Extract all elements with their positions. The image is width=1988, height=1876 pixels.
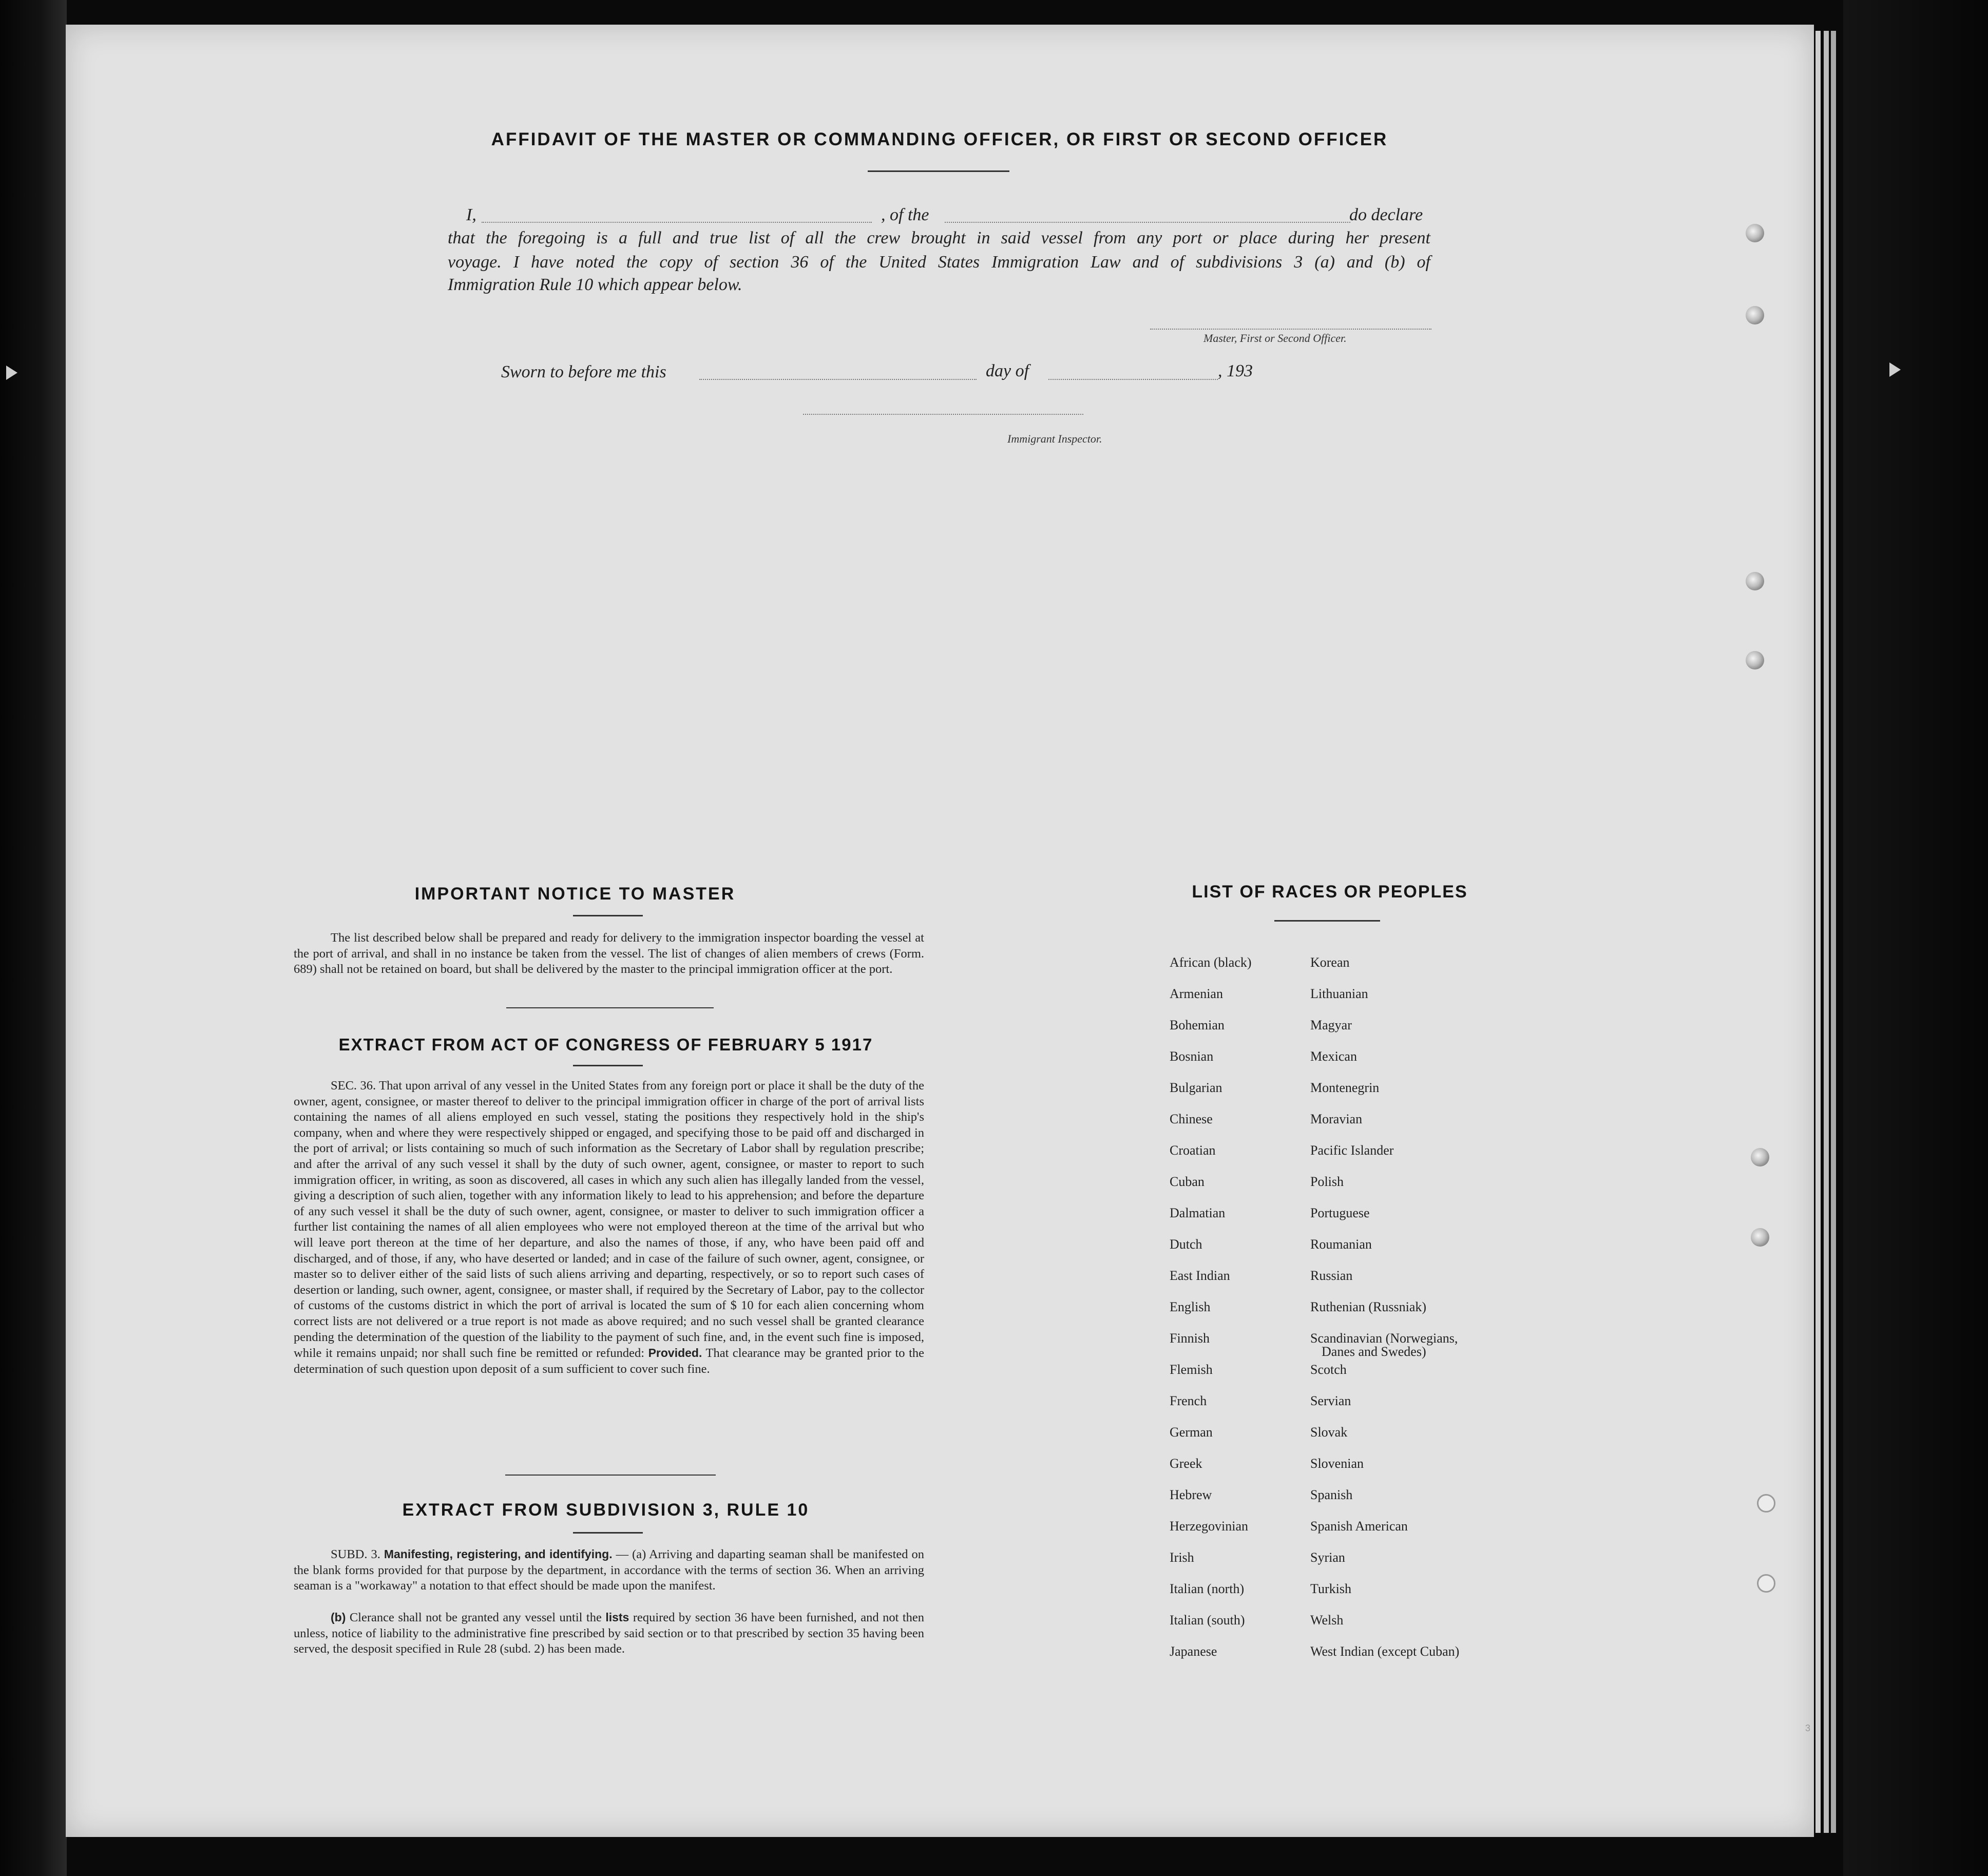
race-item-label: Syrian bbox=[1310, 1550, 1345, 1565]
right-dark-border bbox=[1843, 0, 1988, 1876]
race-item: French bbox=[1170, 1393, 1207, 1408]
race-item-label: West Indian (except Cuban) bbox=[1310, 1644, 1460, 1659]
rule-subd-b-body-1: Clerance shall not be granted any vessel until the bbox=[349, 1611, 602, 1624]
rule-subd-b-text bbox=[294, 1610, 924, 1657]
rule-subd-b-bold: lists bbox=[605, 1611, 629, 1624]
race-item: Hebrew bbox=[1170, 1487, 1212, 1502]
race-item-label: Pacific Islander bbox=[1310, 1143, 1394, 1158]
affidavit-heading-rule bbox=[868, 170, 1009, 172]
race-item-label: Welsh bbox=[1310, 1613, 1344, 1628]
page-edge bbox=[1824, 31, 1829, 1833]
binder-hole bbox=[1757, 1574, 1775, 1593]
rule-subd-a-body: Arriving and daparting seaman shall be manifested on the blank forms provided for that purpose by the department, in accordance with the terms of section 36. When an arriving seaman is a "workaway" a notation to that effect should be made upon the manifest. bbox=[294, 1547, 924, 1593]
race-item bbox=[1310, 1614, 1343, 1627]
rule-extract-heading-rule bbox=[573, 1532, 643, 1534]
inspector-caption: Immigrant Inspector. bbox=[1007, 432, 1102, 445]
race-item-label: Servian bbox=[1310, 1393, 1351, 1408]
race-item bbox=[1310, 1019, 1352, 1032]
race-item bbox=[1310, 1582, 1351, 1596]
binder-hole bbox=[1746, 651, 1764, 669]
left-dark-border bbox=[0, 0, 67, 1876]
race-item: German bbox=[1170, 1425, 1213, 1440]
race-item-continuation: Danes and Swedes) bbox=[1322, 1344, 1426, 1359]
race-item-label: Spanish bbox=[1310, 1487, 1353, 1502]
notice-text: The list described below shall be prepared and ready for delivery to the immigration inspector boarding the vessel at the port of arrival, and shall in no instance be taken from the vessel. The list of changes of alien members of crews (Form. 689) shall not be retained on board, but shall be delivered by the master to the principal immigration officer at the port. bbox=[294, 931, 924, 977]
rule-subd-label: SUBD. 3. bbox=[331, 1547, 380, 1561]
act-provided-label: Provided. bbox=[648, 1346, 702, 1360]
race-item bbox=[1310, 1645, 1459, 1658]
race-item bbox=[1310, 1269, 1352, 1282]
act-clearance-text: That clearance may be granted prior to the determination of such question upon deposit of a sum sufficient to cover such fine. bbox=[294, 1346, 925, 1376]
race-item-label: Turkish bbox=[1310, 1581, 1351, 1596]
rule-subd-b-body-2: required by section 36 have been furnished, and not then unless, notice of liability to the administrative fine prescribed by said section or to that prescribed by section 35 having been served, the desposit specified in Rule 28 (subd. 2) has been made. bbox=[294, 1611, 925, 1656]
race-item-label: Montenegrin bbox=[1310, 1080, 1380, 1095]
affidavit-line-2: that the foregoing is a full and true list of all the crew brought in said vessel from any port or place during her present bbox=[448, 228, 1430, 247]
race-item bbox=[1310, 1300, 1426, 1314]
race-item: Armenian bbox=[1170, 986, 1223, 1001]
edge-stamp: 3 bbox=[1805, 1723, 1811, 1733]
officer-signature-blank bbox=[1150, 329, 1431, 330]
race-item-label: Magyar bbox=[1310, 1018, 1352, 1032]
race-item bbox=[1310, 1081, 1379, 1095]
race-item bbox=[1310, 1144, 1393, 1157]
race-item-label: Scandinavian (Norwegians, bbox=[1310, 1331, 1458, 1346]
race-item-label: Lithuanian bbox=[1310, 986, 1368, 1001]
race-item: Irish bbox=[1170, 1550, 1194, 1565]
notice-heading-rule bbox=[573, 915, 643, 916]
binder-hole bbox=[1746, 572, 1764, 590]
officer-signature-caption: Master, First or Second Officer. bbox=[1203, 332, 1347, 344]
act-extract-heading: EXTRACT FROM ACT OF CONGRESS OF FEBRUARY 5 1917 bbox=[338, 1035, 873, 1054]
affidavit-of-the-label: , of the bbox=[881, 205, 929, 224]
rule-extract-heading: EXTRACT FROM SUBDIVISION 3, RULE 10 bbox=[402, 1500, 810, 1520]
race-item: Greek bbox=[1170, 1456, 1202, 1471]
race-item bbox=[1310, 1363, 1347, 1376]
rule-subd-b-label: (b) bbox=[331, 1611, 346, 1624]
race-item bbox=[1310, 1551, 1345, 1564]
race-item-label: Slovenian bbox=[1310, 1456, 1364, 1471]
master-name-blank bbox=[482, 222, 872, 223]
race-item bbox=[1310, 1207, 1370, 1220]
day-of-label: day of bbox=[986, 361, 1029, 380]
race-item: Finnish bbox=[1170, 1331, 1210, 1346]
rule-subd-a-label: — (a) bbox=[616, 1547, 646, 1561]
race-item bbox=[1310, 956, 1350, 969]
page-marker-right bbox=[1889, 362, 1901, 377]
binder-hole bbox=[1746, 224, 1764, 242]
races-heading: LIST OF RACES OR PEOPLES bbox=[1192, 882, 1468, 902]
race-item bbox=[1310, 1050, 1357, 1063]
race-item: Flemish bbox=[1170, 1362, 1213, 1377]
race-item bbox=[1310, 1332, 1458, 1358]
race-item bbox=[1310, 1175, 1344, 1189]
vessel-name-blank bbox=[945, 222, 1350, 223]
race-item-label: Ruthenian (Russniak) bbox=[1310, 1299, 1427, 1314]
race-item-label: Portuguese bbox=[1310, 1205, 1370, 1220]
binder-hole bbox=[1757, 1494, 1775, 1513]
act-extract-text bbox=[294, 1078, 924, 1377]
race-item bbox=[1310, 987, 1368, 1001]
binder-hole bbox=[1751, 1228, 1769, 1247]
race-item: English bbox=[1170, 1299, 1211, 1314]
race-item: Bosnian bbox=[1170, 1049, 1214, 1064]
rule-subd-a-text bbox=[294, 1546, 924, 1594]
race-item bbox=[1310, 1113, 1362, 1126]
affidavit-heading: AFFIDAVIT OF THE MASTER OR COMMANDING OFFICER, OR FIRST OR SECOND OFFICER bbox=[491, 129, 1388, 149]
sworn-day-blank bbox=[699, 379, 977, 380]
race-item bbox=[1310, 1457, 1364, 1470]
race-item bbox=[1310, 1426, 1347, 1439]
affidavit-line-3: voyage. I have noted the copy of section 36 of the United States Immigration Law and of subdivisions 3 (a) and (b) of bbox=[448, 253, 1430, 272]
race-item: East Indian bbox=[1170, 1268, 1230, 1283]
race-item-label: Mexican bbox=[1310, 1049, 1357, 1064]
race-item-label: Korean bbox=[1310, 955, 1350, 970]
race-item-label: Slovak bbox=[1310, 1425, 1348, 1440]
page-edge bbox=[1815, 31, 1821, 1833]
inspector-signature-blank bbox=[803, 414, 1083, 415]
race-item: Chinese bbox=[1170, 1112, 1213, 1126]
race-item: Bohemian bbox=[1170, 1018, 1225, 1032]
act-extract-heading-rule bbox=[573, 1065, 643, 1066]
binder-hole bbox=[1751, 1148, 1769, 1166]
race-item-label: Roumanian bbox=[1310, 1237, 1372, 1252]
race-item: Croatian bbox=[1170, 1143, 1216, 1158]
affidavit-declare-label: do declare bbox=[1349, 205, 1423, 224]
races-heading-rule bbox=[1274, 920, 1380, 922]
race-item-label: Moravian bbox=[1310, 1112, 1363, 1126]
race-item-label: Scotch bbox=[1310, 1362, 1347, 1377]
race-item bbox=[1310, 1394, 1351, 1408]
notice-heading: IMPORTANT NOTICE TO MASTER bbox=[414, 884, 736, 904]
act-extract-divider bbox=[505, 1475, 716, 1476]
race-item bbox=[1310, 1238, 1372, 1251]
rule-subd-title: Manifesting, registering, and identifying. bbox=[384, 1547, 613, 1561]
notice-divider bbox=[506, 1007, 714, 1008]
race-item: Italian (south) bbox=[1170, 1613, 1245, 1628]
race-item-label: Polish bbox=[1310, 1174, 1344, 1189]
race-item: Dutch bbox=[1170, 1237, 1202, 1252]
affidavit-line-4: Immigration Rule 10 which appear below. bbox=[448, 275, 742, 294]
race-item-label: Russian bbox=[1310, 1268, 1353, 1283]
race-item-label: Spanish American bbox=[1310, 1519, 1408, 1534]
page-marker-left bbox=[6, 366, 17, 380]
year-label: , 193 bbox=[1218, 361, 1253, 380]
sworn-label: Sworn to before me this bbox=[501, 362, 666, 381]
race-item: Bulgarian bbox=[1170, 1080, 1222, 1095]
race-item: Dalmatian bbox=[1170, 1205, 1226, 1220]
race-item: Cuban bbox=[1170, 1174, 1205, 1189]
race-item: Italian (north) bbox=[1170, 1581, 1245, 1596]
race-item bbox=[1310, 1488, 1352, 1502]
sworn-month-blank bbox=[1048, 379, 1218, 380]
page-edge bbox=[1831, 31, 1836, 1833]
binder-hole bbox=[1746, 306, 1764, 324]
act-section-text: SEC. 36. That upon arrival of any vessel in the United States from any foreign port or place it shall be the duty of the owner, agent, consignee, or master thereof to deliver to the principal immigration officer in charge of the port of arrival lists containing the names of all aliens employed en such vessel, stating the positions they respectively hold in the ship's company, when and where they were respectively shipped or engaged, and specifying those to be paid off and discharged in the port of arrival; or lists containing so much of such information as the Secretary of Labor shall by regulation prescribe; and after the arrival of any such vessel it shall by the duty of such owner, agent, consignee, or master to report to such immigration officer, in writing, as soon as discovered, all cases in which any such alien has illegally landed from the vessel, giving a description of such alien, together with any information likely to lead to his apprehension; and before the departure of any such vessel it shall be the duty of such owner, agent, consignee, or master to deliver to such immigration officer a further list containing the names of all alien employees who were not employed thereon at the time of the arrival but who will leave port thereon at the time of her departure, and also the names of those, if any, who have been paid off and discharged, and of those, if any, who have deserted or landed; and in case of the failure of such owner, agent, consignee, or master so to deliver either of the said lists of such aliens arriving and departing, respectively, or so to report such cases of desertion or landing, such owner, agent, consignee, or master shall, if required by the Secretary of Labor, pay to the collector of customs of the customs district in which the port of arrival is located the sum of $ 10 for each alien concerning whom correct lists are not delivered or a true report is not made as above required; and no such vessel shall be granted clearance pending the determination of the question of the liability to the payment of such fine, and, in the event such fine is imposed, while it remains unpaid; nor shall such fine be remitted or refunded: bbox=[294, 1079, 924, 1361]
race-item: Herzegovinian bbox=[1170, 1519, 1249, 1534]
race-item bbox=[1310, 1520, 1408, 1533]
race-item: African (black) bbox=[1170, 955, 1252, 970]
affidavit-i-label: I, bbox=[466, 205, 476, 224]
race-item: Japanese bbox=[1170, 1644, 1217, 1659]
